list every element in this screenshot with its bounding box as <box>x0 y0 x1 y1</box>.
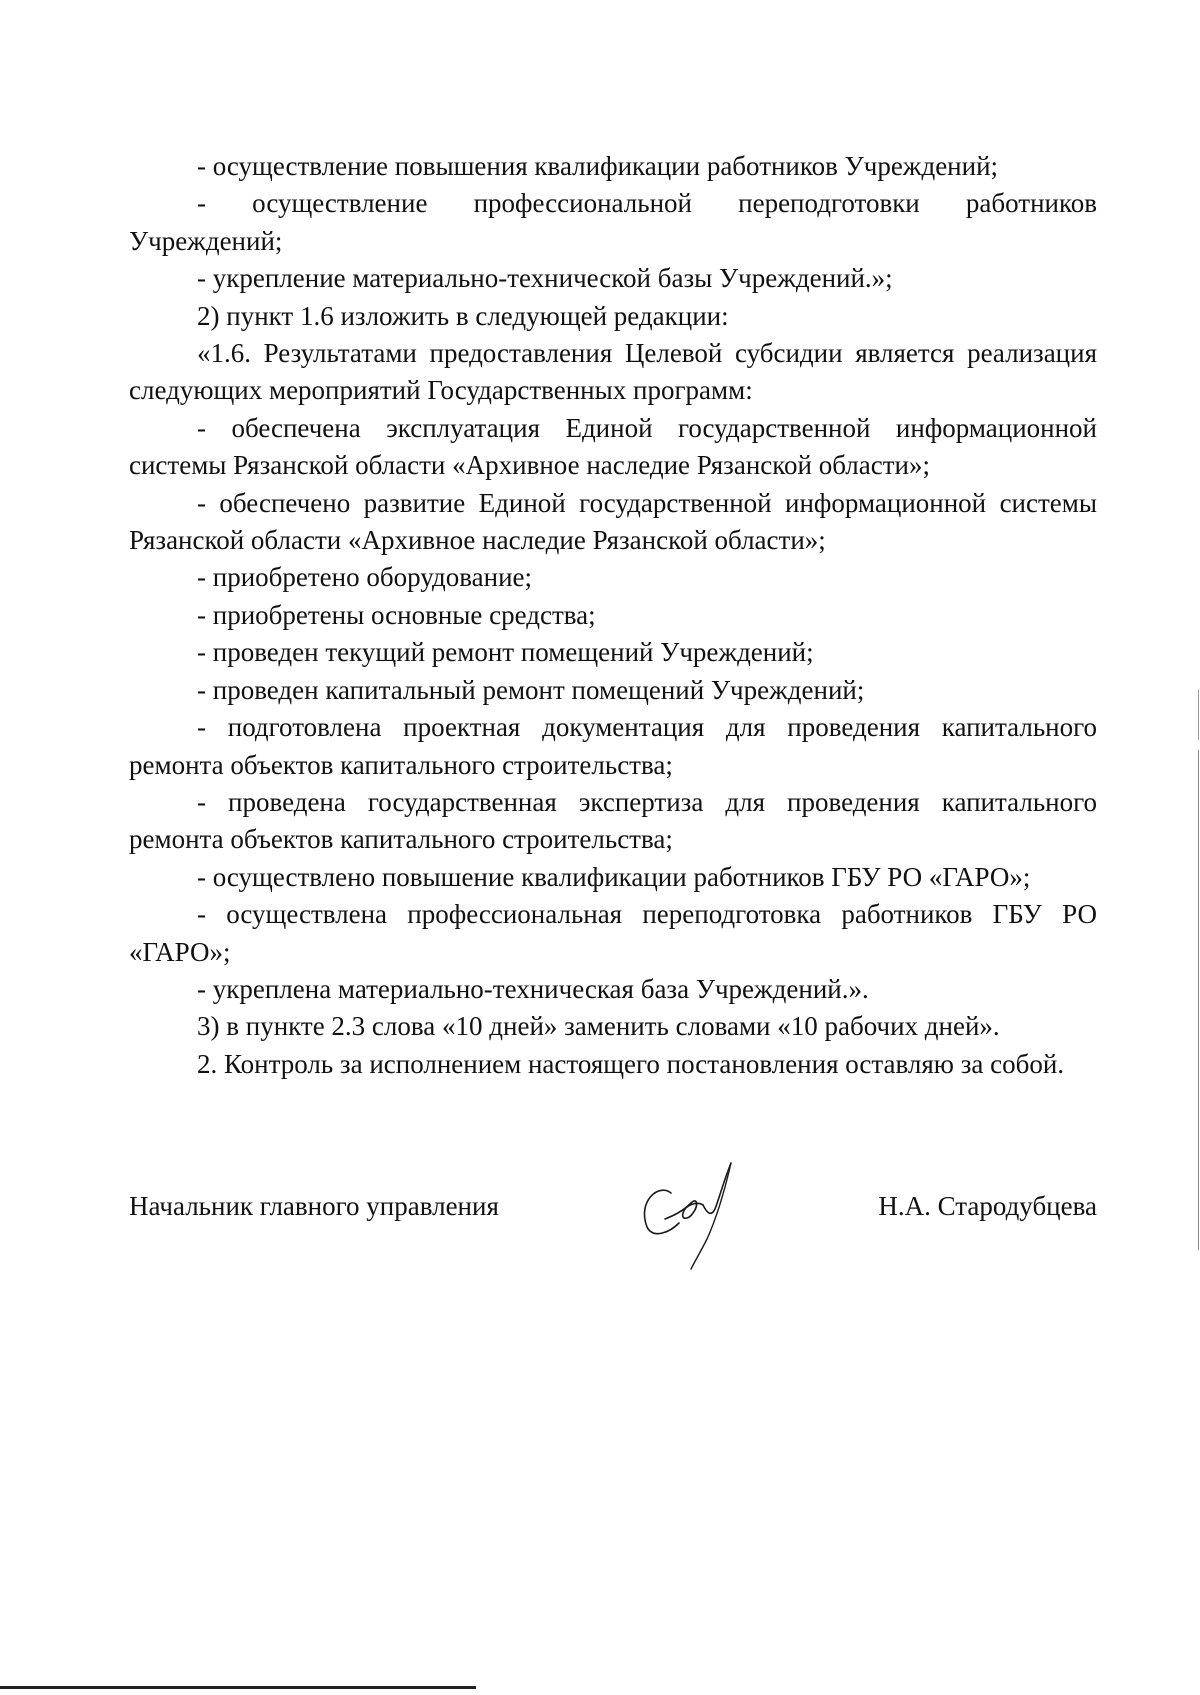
paragraph: - осуществление повышения квалификации работников Учреждений; <box>197 151 999 181</box>
paragraph: - осуществлено повышение квалификации работников ГБУ РО «ГАРО»; <box>197 861 1031 892</box>
paragraph: - проведен капитальный ремонт помещений Учреждений; <box>197 674 865 705</box>
paragraph: - проведена государственная экспертиза для проведения капитального ремонта объектов капитального строительства; <box>129 786 1097 855</box>
paragraph: - осуществление профессиональной переподготовки работников Учреждений; <box>129 188 1097 256</box>
paragraph: 3) в пункте 2.3 слова «10 дней» заменить словами «10 рабочих дней». <box>197 1011 1000 1042</box>
signature-block <box>129 1155 1097 1275</box>
paragraph: - укреплена материально-техническая база Учреждений.». <box>197 973 869 1004</box>
signatory-position: Начальник главного управления <box>129 1191 499 1221</box>
paragraph: 2. Контроль за исполнением настоящего постановления оставляю за собой. <box>197 1048 1065 1079</box>
document-body <box>129 148 1097 1083</box>
signatory-name: Н.А. Стародубцева <box>878 1191 1097 1221</box>
paragraph: - подготовлена проектная документация для проведения капитального ремонта объектов капитального строительства; <box>129 712 1097 780</box>
paragraph: - укрепление материально-технической базы Учреждений.»; <box>197 263 893 294</box>
signature-icon <box>619 1143 749 1273</box>
scan-bottom-edge <box>0 1686 476 1689</box>
paragraph: - обеспечено развитие Единой государственной информационной системы Рязанской области «Архивное наследие Рязанской области»; <box>129 487 1097 556</box>
paragraph: 2) пункт 1.6 изложить в следующей редакции: <box>197 300 729 331</box>
paragraph: - проведен текущий ремонт помещений Учреждений; <box>197 637 814 668</box>
paragraph: - осуществлена профессиональная переподготовка работников ГБУ РО «ГАРО»; <box>129 899 1097 967</box>
paragraph: - обеспечена эксплуатация Единой государственной информационной системы Рязанской области «Архивное наследие Рязанской области»; <box>129 412 1097 481</box>
paragraph: - приобретено оборудование; <box>197 562 533 593</box>
paragraph: «1.6. Результатами предоставления Целевой субсидии является реализация следующих мероприятий Государственных программ: <box>129 338 1097 406</box>
paragraph: - приобретены основные средства; <box>197 599 596 630</box>
